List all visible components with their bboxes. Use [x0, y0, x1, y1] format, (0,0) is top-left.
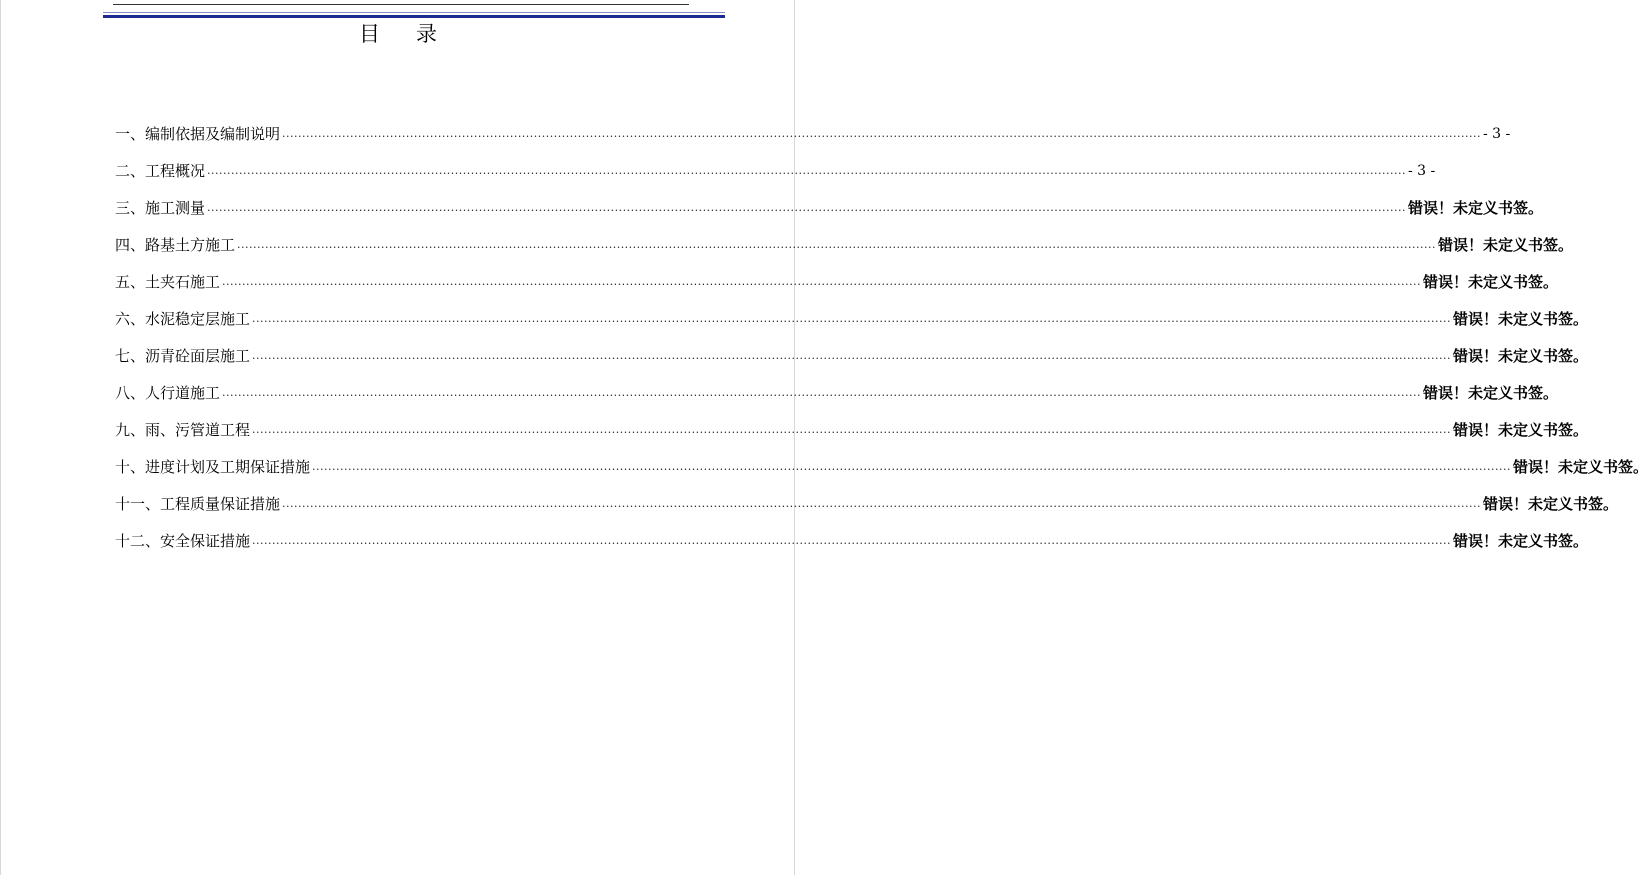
- toc-entry[interactable]: [115, 182, 1544, 219]
- toc-entry-label: 五、土夹石施工: [115, 273, 221, 291]
- toc-title: 目录: [359, 22, 473, 46]
- header-rule-thin: [103, 12, 725, 13]
- toc-entry-label: 十二、安全保证措施: [115, 532, 251, 550]
- toc-entry[interactable]: [115, 293, 1589, 330]
- toc-entry[interactable]: [115, 367, 1559, 404]
- toc-entry-page: - 3 -: [1483, 126, 1511, 142]
- toc-entry[interactable]: [115, 145, 1436, 182]
- toc-entry-page-error: 错误！未定义书签。: [1453, 532, 1589, 550]
- toc-entry-label: 九、雨、污管道工程: [115, 421, 251, 439]
- toc-leader-dots: ............................................................................................................................................................................................................................................................................................................: [252, 312, 1451, 325]
- toc-entry[interactable]: [115, 256, 1559, 293]
- toc-entry-label: 四、路基土方施工: [115, 236, 236, 254]
- toc-entry-page-error: 错误！未定义书签。: [1423, 384, 1559, 402]
- toc-entry-page-error: 错误！未定义书签。: [1423, 273, 1559, 291]
- toc-leader-dots: ............................................................................................................................................................................................................................................................................................................: [207, 201, 1406, 214]
- toc-entry[interactable]: [115, 478, 1619, 515]
- toc-entry-label: 十一、工程质量保证措施: [115, 495, 281, 513]
- toc-leader-dots: ............................................................................................................................................................................................................................................................................................................: [282, 127, 1481, 140]
- toc-leader-dots: ............................................................................................................................................................................................................................................................................................................: [252, 534, 1451, 547]
- toc-entry-page: - 3 -: [1408, 163, 1436, 179]
- toc-leader-dots: ............................................................................................................................................................................................................................................................................................................: [222, 386, 1421, 399]
- toc-entry-label: 八、人行道施工: [115, 384, 221, 402]
- toc-entry[interactable]: [115, 441, 1648, 478]
- toc-entry-page-error: 错误！未定义书签。: [1453, 347, 1589, 365]
- toc-entry[interactable]: [115, 515, 1589, 552]
- toc-entry-label: 六、水泥稳定层施工: [115, 310, 251, 328]
- toc-entry[interactable]: [115, 219, 1574, 256]
- toc-entry-label: 十、进度计划及工期保证措施: [115, 458, 311, 476]
- toc-leader-dots: ............................................................................................................................................................................................................................................................................................................: [252, 349, 1451, 362]
- toc-entry[interactable]: [115, 404, 1589, 441]
- toc-entry-label: 七、沥青砼面层施工: [115, 347, 251, 365]
- toc-entry-page-error: 错误！未定义书签。: [1453, 421, 1589, 439]
- toc-leader-dots: ............................................................................................................................................................................................................................................................................................................: [282, 497, 1481, 510]
- toc-leader-dots: ............................................................................................................................................................................................................................................................................................................: [222, 275, 1421, 288]
- toc-entry[interactable]: [115, 330, 1589, 367]
- toc-leader-dots: ............................................................................................................................................................................................................................................................................................................: [207, 164, 1406, 177]
- toc-entry-label: 一、编制依据及编制说明: [115, 125, 281, 143]
- toc-leader-dots: ............................................................................................................................................................................................................................................................................................................: [312, 460, 1511, 473]
- toc-entry-page-error: 错误！未定义书签。: [1408, 199, 1544, 217]
- toc-list: [115, 108, 1648, 552]
- toc-entry-page-error: 错误！未定义书签。: [1453, 310, 1589, 328]
- toc-entry-page-error: 错误！未定义书签。: [1438, 236, 1574, 254]
- header-rule-top: [113, 4, 689, 5]
- toc-entry-page-error: 错误！未定义书签。: [1483, 495, 1619, 513]
- toc-entry-label: 二、工程概况: [115, 162, 206, 180]
- toc-leader-dots: ............................................................................................................................................................................................................................................................................................................: [252, 423, 1451, 436]
- toc-entry[interactable]: [115, 108, 1511, 145]
- toc-leader-dots: ............................................................................................................................................................................................................................................................................................................: [237, 238, 1436, 251]
- toc-entry-page-error: 错误！未定义书签。: [1513, 458, 1648, 476]
- toc-entry-label: 三、施工测量: [115, 199, 206, 217]
